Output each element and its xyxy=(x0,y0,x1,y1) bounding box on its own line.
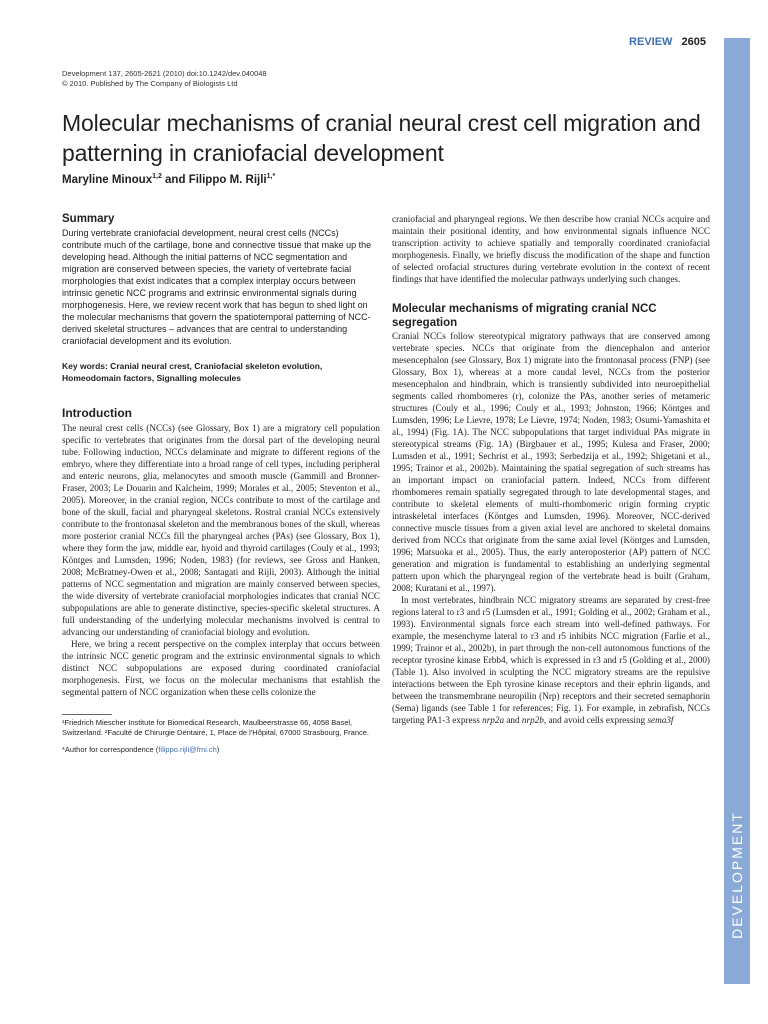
citation-line: Development 137, 2605-2621 (2010) doi:10.1242/dev.040048 xyxy=(62,69,267,78)
affiliations-footnote: ¹Friedrich Miescher Institute for Biomedical Research, Maulbeerstrasse 66, 4058 Basel, Switzerland. ²Faculté de Chirurgie Dentaire, 1, Place de l'Hôpital, 67000 Strasbourg, France. xyxy=(62,718,370,737)
right-column xyxy=(392,213,710,726)
author-name: Filippo M. Rijli xyxy=(188,173,267,186)
section-label: REVIEW xyxy=(629,36,673,48)
body-paragraph: craniofacial and pharyngeal regions. We then describe how cranial NCCs acquire and maintain their positional identity, and how environmental signals influence NCC transcription activity to achieve spatially and temporally coordinated craniofacial morphogenesis. Finally, we briefly discuss the modification of the shape and function of selected orofacial structures during vertebrate evolution in the context of recent findings that have identified the molecular pathways underlying such changes. xyxy=(392,214,710,284)
gene-name: nrp2a xyxy=(482,715,505,725)
citation-block xyxy=(62,69,267,89)
keywords: Key words: Cranial neural crest, Craniofacial skeleton evolution, Homeodomain factors, Signalling molecules xyxy=(62,361,323,383)
author-affiliation: 1,2 xyxy=(152,173,162,180)
author-joiner: and xyxy=(161,173,189,186)
body-paragraph: Cranial NCCs follow stereotypical migratory pathways that are conserved among vertebrate species. NCCs that originate from the diencephalon and anterior mesencephalon (see Glossary, Box 1) migrate into the frontonasal process (FNP) (see Glossary, Box 1), whereas at a more caudal level, NCCs from the posterior mesencephalon and hindbrain, which is transiently subdivided into neuroepithelial segments called rhombomeres (r), colonize the PAs, another series of metameric structures (Couly et al., 1996; Couly et al., 1993; Johnston, 1966; Köntges and Lumsden, 1996; Le Lievre, 1978; Le Lievre, 1974; Noden, 1983; Osumi-Yamashita et al., 1994) (Fig. 1A). The NCC subpopulations that target individual PAs migrate in stereotypical streams (Fig. 1A) (Birgbauer et al., 1995; Kulesa and Fraser, 2000; Lumsden et al., 1991; Sechrist et al., 1993; Serbedzija et al., 1992; Shigetani et al., 1995; Trainor et al., 2002b). Maintaining the spatial segregation of such streams has an important impact on craniofacial pattern. Indeed, NCCs from different rhombomeres remain spatially segregated through to late developmental stages, and contribute to skeletal elements of multi-rhombomeric origin forming cryptic intraskeletal interfaces (Köntges and Lumsden, 1996). Moreover, NCC-derived connective muscle tissues from a given axial level are anchored to skeletal domains derived from NCCs that originate from the same axial level (Köntges and Lumsden, 1996; Matsuoka et al., 2005). Thus, the early anteroposterior (AP) pattern of NCC generation and migration is fundamental to establishing an underlying segmental pattern upon which the pharyngeal region of the vertebrate head is built (Graham, 2008; Kuratani et al., 1997). xyxy=(392,331,710,593)
footnote-divider xyxy=(62,714,112,715)
summary-text: During vertebrate craniofacial development, neural crest cells (NCCs) contribute much of the cartilage, bone and connective tissue that make up the developing head. Although the initial patterns of NCC segmentation and migration are conserved between species, the variety of vertebrate facial morphologies that exist indicates that a complex interplay occurs between intrinsic genetic NCC programs and extrinsic environmental signals during morphogenesis. Here, we review recent work that has begun to shed light on the molecular mechanisms that govern the spatiotemporal patterning of NCC-derived skeletal structures – advances that are central to understanding craniofacial development and its evolution. xyxy=(62,228,372,346)
journal-name: DEVELOPMENT xyxy=(729,811,745,939)
copyright-line: © 2010. Published by The Company of Biologists Ltd xyxy=(62,79,238,88)
gene-name: nrp2b xyxy=(521,715,544,725)
paragraph-text: , and avoid cells expressing xyxy=(543,715,648,725)
author-affiliation: 1,* xyxy=(266,173,276,180)
body-paragraph: The neural crest cells (NCCs) (see Glossary, Box 1) are a migratory cell population specific to vertebrates that originates from the dorsal part of the developing neural tube. Following induction, NCCs delaminate and migrate to different regions of the embryo, where they differentiate into a broad range of cell types, including peripheral and enteric neurons, glia, melanocytes and smooth muscle (Gammill and Bronner-Fraser, 2003; Le Douarin and Kalcheim, 1999; Morales et al., 2005; Steventon et al., 2005). Moreover, in the cranial region, NCCs contribute to most of the cartilage and bone of the skull, facial and pharyngeal skeletons. Rostral cranial NCCs extensively contribute to the frontonasal skeleton and the membranous bones of the skull, whereas more posterior cranial NCCs fill the pharyngeal arches (PAs) (see Glossary, Box 1), where they form the jaw, middle ear, hyoid and thyroid cartilages (Couly et al., 1993; Köntges and Lumsden, 1996; Noden, 1983) (for reviews, see Gross and Hanken, 2008; McBratney-Owen et al., 2008; Santagati and Rijli, 2003). Although the initial patterns of NCC segmentation and migration are mainly conserved between species, the wide diversity of vertebrate craniofacial morphologies indicates that cranial NCC subpopulations are able to generate distinctive, species-specific skeletal structures. A full understanding of the underlying molecular mechanisms involved is central to advancing our understanding of craniofacial biology and evolution. xyxy=(62,423,380,637)
author-name: Maryline Minoux xyxy=(62,173,153,186)
correspondence-label: *Author for correspondence ( xyxy=(62,745,159,754)
author-line xyxy=(62,173,275,186)
article-title: Molecular mechanisms of cranial neural crest cell migration and patterning in craniofacial development xyxy=(62,110,701,166)
journal-side-band xyxy=(724,38,750,984)
body-paragraph: Here, we bring a recent perspective on the complex interplay that occurs between the intrinsic NCC genetic program and the extrinsic environmental signals to which distinct NCC subpopulations are exposed during coordinated craniofacial morphogenesis. First, we focus on the molecular mechanisms that establish the segmental pattern of NCC organization when these cells colonize the xyxy=(62,639,380,697)
introduction-heading: Introduction xyxy=(62,406,132,420)
correspondence-email-link[interactable]: filippo.rijli@fmi.ch xyxy=(158,745,217,754)
page-number: 2605 xyxy=(681,36,706,48)
gene-name: sema3f xyxy=(647,715,674,725)
body-paragraph xyxy=(392,594,710,726)
paragraph-text: In most vertebrates, hindbrain NCC migratory streams are separated by crest-free regions lateral to r3 and r5 (Lumsden et al., 1991; Golding et al., 2002; Graham et al., 1993). Environmental signals force each stream into well-defined pathways. For example, the mesenchyme lateral to r3 and r5 inhibits NCC migration (Farlie et al., 1999; Trainor et al., 2002b), in part through the non-cell autonomous functions of the receptor tyrosine kinase Erbb4, which is expressed in r3 and r5 (Golding et al., 2000) (Table 1). Also involved in sculpting the NCC migratory streams are the repulsive interactions between the Eph tyrosine kinase receptors and their ephrin ligands, and between the transmembrane neuropilin (Nrp) receptors and their secreted semaphorin (Sema) ligands (see Table 1 for references; Fig. 1). For example, in zebrafish, NCCs targeting PA1-3 express xyxy=(392,595,710,725)
running-head xyxy=(629,36,706,48)
section-heading: Molecular mechanisms of migrating cranial NCC segregation xyxy=(392,303,657,329)
summary-heading: Summary xyxy=(62,213,115,225)
paragraph-text: and xyxy=(504,715,522,725)
correspondence-footnote xyxy=(62,745,380,755)
correspondence-close: ) xyxy=(216,745,220,754)
left-column xyxy=(62,213,380,755)
